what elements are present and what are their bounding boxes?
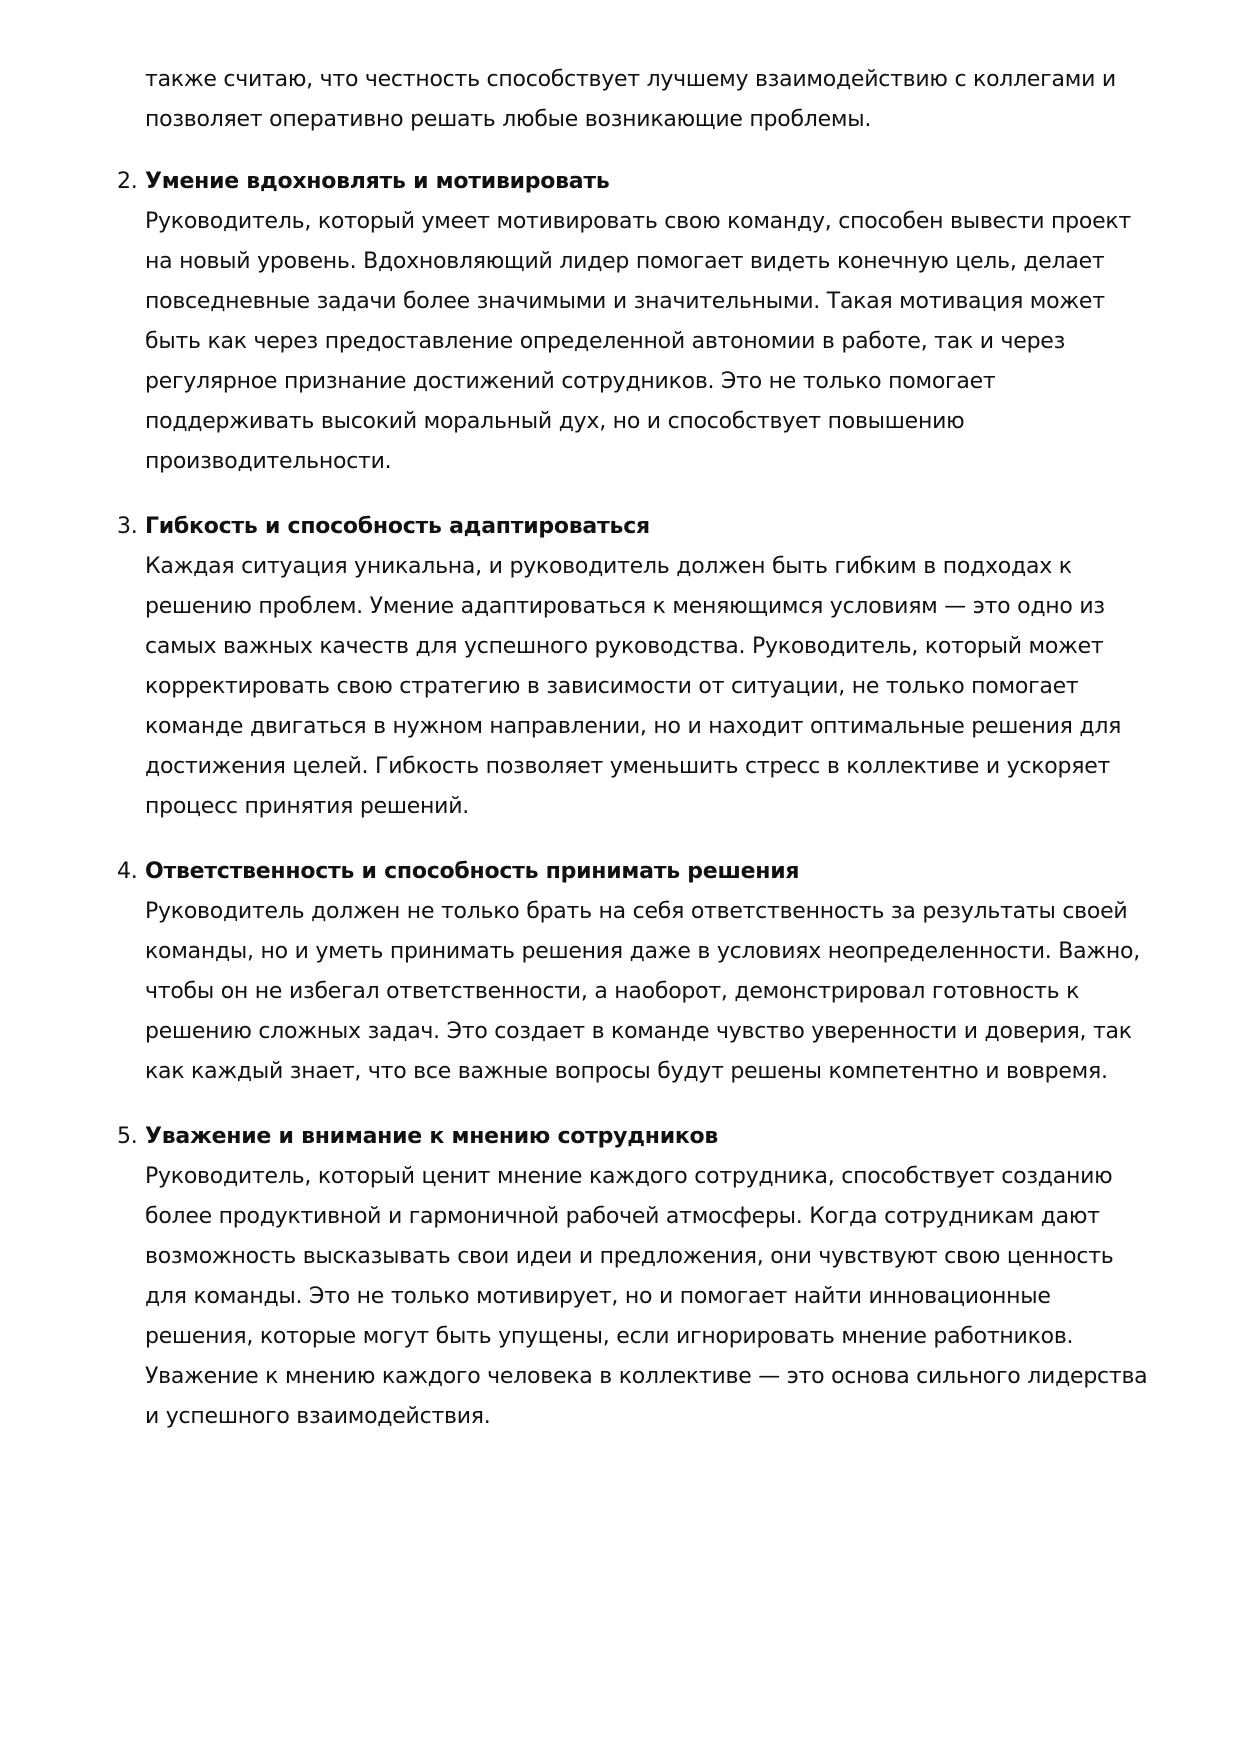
paragraph-line: возможность высказывать свои идеи и предложения, они чувствуют свою ценность (145, 1244, 1114, 1269)
paragraph-line: и успешного взаимодействия. (145, 1404, 491, 1429)
paragraph-line: на новый уровень. Вдохновляющий лидер помогает видеть конечную цель, делает (145, 249, 1105, 274)
intro-paragraph (145, 60, 1155, 140)
paragraph-line: Руководитель должен не только брать на себя ответственность за результаты своей (145, 899, 1128, 924)
list-item-number: 4. (117, 859, 138, 884)
paragraph-line: производительности. (145, 449, 392, 474)
list-item-title: Гибкость и способность адаптироваться (145, 514, 650, 539)
paragraph-line: достижения целей. Гибкость позволяет уменьшить стресс в коллективе и ускоряет (145, 754, 1111, 779)
paragraph-line: Руководитель, который умеет мотивировать свою команду, способен вывести проект (145, 209, 1131, 234)
list-item-heading (117, 507, 1157, 547)
list-item-heading (117, 1117, 1157, 1157)
list-item-body (145, 1157, 1155, 1437)
paragraph-line: поддерживать высокий моральный дух, но и способствует повышению (145, 409, 965, 434)
paragraph-line: корректировать свою стратегию в зависимости от ситуации, не только помогает (145, 674, 1079, 699)
paragraph-line: Уважение к мнению каждого человека в коллективе — это основа сильного лидерства (145, 1364, 1148, 1389)
list-item-number: 2. (117, 169, 138, 194)
paragraph-line: позволяет оперативно решать любые возникающие проблемы. (145, 107, 872, 132)
paragraph-line: повседневные задачи более значимыми и значительными. Такая мотивация может (145, 289, 1105, 314)
paragraph-line: команды, но и уметь принимать решения даже в условиях неопределенности. Важно, (145, 939, 1140, 964)
paragraph-line: регулярное признание достижений сотрудников. Это не только помогает (145, 369, 996, 394)
paragraph-line: решению сложных задач. Это создает в команде чувство уверенности и доверия, так (145, 1019, 1132, 1044)
paragraph-line: процесс принятия решений. (145, 794, 469, 819)
list-item-title: Ответственность и способность принимать решения (145, 859, 800, 884)
list-item-body (145, 547, 1155, 827)
paragraph-line: как каждый знает, что все важные вопросы будут решены компетентно и вовремя. (145, 1059, 1108, 1084)
paragraph-line: решения, которые могут быть упущены, если игнорировать мнение работников. (145, 1324, 1074, 1349)
list-item-title: Уважение и внимание к мнению сотрудников (145, 1124, 719, 1149)
list-item-body (145, 892, 1155, 1092)
paragraph-line: более продуктивной и гармоничной рабочей атмосферы. Когда сотрудникам дают (145, 1204, 1100, 1229)
list-item-number: 5. (117, 1124, 138, 1149)
list-item-title: Умение вдохновлять и мотивировать (145, 169, 610, 194)
paragraph-line: Руководитель, который ценит мнение каждого сотрудника, способствует созданию (145, 1164, 1113, 1189)
paragraph-line: команде двигаться в нужном направлении, но и находит оптимальные решения для (145, 714, 1122, 739)
list-item-heading (117, 852, 1157, 892)
paragraph-line: быть как через предоставление определенной автономии в работе, так и через (145, 329, 1066, 354)
paragraph-line: чтобы он не избегал ответственности, а наоборот, демонстрировал готовность к (145, 979, 1080, 1004)
paragraph-line: для команды. Это не только мотивирует, но и помогает найти инновационные (145, 1284, 1051, 1309)
list-item-heading (117, 162, 1157, 202)
paragraph-line: Каждая ситуация уникальна, и руководитель должен быть гибким в подходах к (145, 554, 1072, 579)
paragraph-line: самых важных качеств для успешного руководства. Руководитель, который может (145, 634, 1104, 659)
paragraph-line: решению проблем. Умение адаптироваться к меняющимся условиям — это одно из (145, 594, 1105, 619)
list-item-body (145, 202, 1155, 482)
paragraph-line: также считаю, что честность способствует лучшему взаимодействию с коллегами и (145, 67, 1116, 92)
list-item-number: 3. (117, 514, 138, 539)
